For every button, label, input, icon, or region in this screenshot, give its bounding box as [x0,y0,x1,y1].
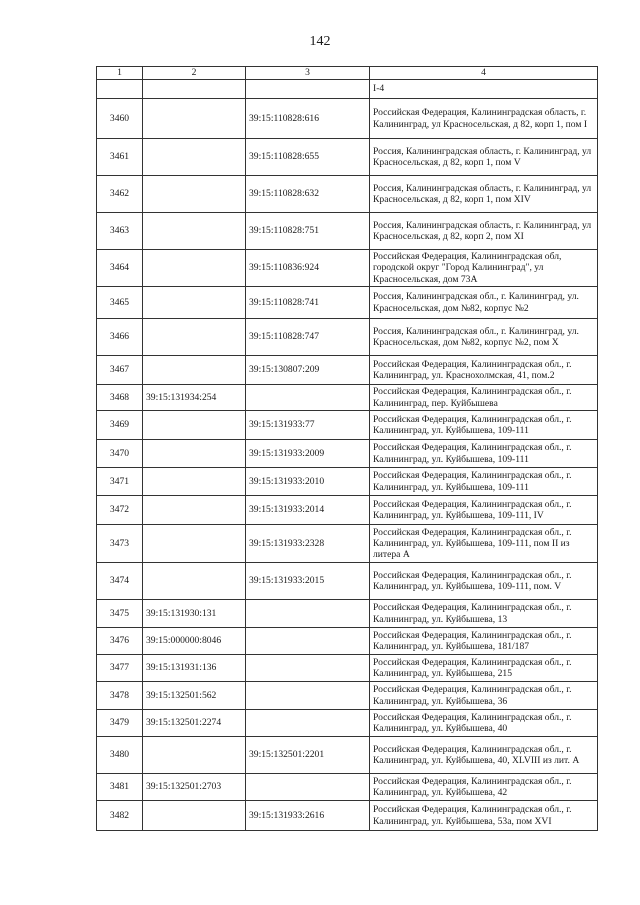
cadastral-number-col3: 39:15:110828:741 [246,287,370,319]
cadastral-number-col3: 39:15:110828:747 [246,319,370,356]
cadastral-number-col3: 39:15:131933:2010 [246,468,370,496]
address-cell: Россия, Калининградская область, г. Калининград, ул Красносельская, д 82, корп 1, пом V [370,139,598,176]
cadastral-number-col2: 39:15:131930:131 [143,600,246,628]
address-cell: Российская Федерация, Калининградская обл., г. Калининград, ул. Куйбышева, 109-111, пом. V [370,563,598,600]
table-row [97,80,598,99]
address-cell: Российская Федерация, Калининградская обл., г. Калининград, ул. Куйбышева, 13 [370,600,598,628]
address-cell: Российская Федерация, Калининградская обл., г. Калининград, ул. Куйбышева, 109-111 [370,440,598,468]
cadastral-number-col3: 39:15:132501:2201 [246,737,370,774]
table-row [97,710,598,737]
registry-body [97,67,598,831]
row-number: 3479 [97,710,143,737]
header-cell-4: 4 [370,67,598,80]
cadastral-number-col2 [143,139,246,176]
row-number [97,80,143,99]
row-number: 3471 [97,468,143,496]
cadastral-number-col2 [143,801,246,831]
cadastral-number-col2: 39:15:132501:562 [143,682,246,710]
table-row [97,600,598,628]
cadastral-number-col3 [246,600,370,628]
table-row [97,356,598,385]
cadastral-number-col3: 39:15:110828:751 [246,213,370,250]
table-row [97,139,598,176]
row-number: 3481 [97,774,143,801]
table-row [97,176,598,213]
page-number: 142 [309,34,331,49]
cadastral-number-col2 [143,468,246,496]
cadastral-number-col2 [143,356,246,385]
row-number: 3466 [97,319,143,356]
cadastral-number-col2 [143,287,246,319]
address-cell: Российская Федерация, Калининградская обл, городской округ "Город Калининград", ул Красносельская, дом 73А [370,250,598,287]
cadastral-number-col2: 39:15:131931:136 [143,655,246,682]
cadastral-number-col3 [246,628,370,655]
address-cell: Российская Федерация, Калининградская обл., г. Калининград, ул. Куйбышева, 109-111 [370,411,598,440]
table-row [97,411,598,440]
cadastral-number-col3: 39:15:131933:2014 [246,496,370,525]
cadastral-number-col3: 39:15:130807:209 [246,356,370,385]
row-number: 3468 [97,385,143,411]
cadastral-number-col2: 39:15:131934:254 [143,385,246,411]
cadastral-number-col3 [246,385,370,411]
row-number: 3482 [97,801,143,831]
table-row [97,774,598,801]
row-number: 3470 [97,440,143,468]
cadastral-number-col2 [143,411,246,440]
table-row [97,468,598,496]
header-cell-2: 2 [143,67,246,80]
row-number: 3476 [97,628,143,655]
table-row [97,563,598,600]
address-cell: Россия, Калининградская обл., г. Калининград, ул. Красносельская, дом №82, корпус №2, пом X [370,319,598,356]
table-row [97,737,598,774]
cadastral-number-col3: 39:15:110828:616 [246,99,370,139]
cadastral-number-col2 [143,99,246,139]
cadastral-number-col3: 39:15:131933:2328 [246,525,370,563]
address-cell: Российская Федерация, Калининградская обл., г. Калининград, ул. Краснохолмская, 41, пом.2 [370,356,598,385]
cadastral-number-col3 [246,774,370,801]
cadastral-number-col2 [143,525,246,563]
table-row [97,287,598,319]
cadastral-number-col3 [246,682,370,710]
cadastral-number-col2: 39:15:132501:2274 [143,710,246,737]
header-cell-1: 1 [97,67,143,80]
registry-table [96,66,598,831]
row-number: 3477 [97,655,143,682]
cadastral-number-col3 [246,710,370,737]
row-number: 3461 [97,139,143,176]
cadastral-number-col3: 39:15:131933:2015 [246,563,370,600]
cadastral-number-col3 [246,80,370,99]
cadastral-number-col3: 39:15:131933:2009 [246,440,370,468]
cadastral-number-col2 [143,737,246,774]
table-row [97,655,598,682]
row-number: 3473 [97,525,143,563]
row-number: 3478 [97,682,143,710]
table-row [97,496,598,525]
table-row [97,99,598,139]
address-cell: I-4 [370,80,598,99]
cadastral-number-col2 [143,250,246,287]
address-cell: Российская Федерация, Калининградская область, г. Калининград, ул Красносельская, д 82, корп 1, пом I [370,99,598,139]
address-cell: Российская Федерация, Калининградская обл., г. Калининград, ул. Куйбышева, 36 [370,682,598,710]
address-cell: Российская Федерация, Калининградская обл., г. Калининград, ул. Куйбышева, 42 [370,774,598,801]
table-row [97,525,598,563]
cadastral-number-col2 [143,319,246,356]
table-row [97,213,598,250]
cadastral-number-col2 [143,440,246,468]
cadastral-number-col2 [143,176,246,213]
address-cell: Российская Федерация, Калининградская обл., г. Калининград, ул. Куйбышева, 53а, пом XVI [370,801,598,831]
header-cell-3: 3 [246,67,370,80]
cadastral-number-col3: 39:15:110828:632 [246,176,370,213]
cadastral-number-col2: 39:15:000000:8046 [143,628,246,655]
row-number: 3465 [97,287,143,319]
address-cell: Российская Федерация, Калининградская обл., г. Калининград, ул. Куйбышева, 40, XLVIII из лит. А [370,737,598,774]
table-row [97,801,598,831]
row-number: 3472 [97,496,143,525]
table-row [97,385,598,411]
cadastral-number-col3: 39:15:110828:655 [246,139,370,176]
address-cell: Российская Федерация, Калининградская обл., г. Калининград, ул. Куйбышева, 109-111, пом II из литера А [370,525,598,563]
cadastral-number-col3: 39:15:131933:2616 [246,801,370,831]
address-cell: Россия, Калининградская обл., г. Калининград, ул. Красносельская, дом №82, корпус №2 [370,287,598,319]
cadastral-number-col2: 39:15:132501:2703 [143,774,246,801]
table-row [97,628,598,655]
address-cell: Российская Федерация, Калининградская обл., г. Калининград, пер. Куйбышева [370,385,598,411]
cadastral-number-col3 [246,655,370,682]
cadastral-number-col2 [143,496,246,525]
address-cell: Россия, Калининградская область, г. Калининград, ул Красносельская, д 82, корп 1, пом XIV [370,176,598,213]
table-header-row [97,67,598,80]
address-cell: Российская Федерация, Калининградская обл., г. Калининград, ул. Куйбышева, 109-111, IV [370,496,598,525]
cadastral-number-col3: 39:15:110836:924 [246,250,370,287]
row-number: 3469 [97,411,143,440]
address-cell: Российская Федерация, Калининградская обл., г. Калининград, ул. Куйбышева, 40 [370,710,598,737]
row-number: 3462 [97,176,143,213]
cadastral-number-col2 [143,563,246,600]
row-number: 3460 [97,99,143,139]
cadastral-number-col2 [143,80,246,99]
table-row [97,440,598,468]
row-number: 3474 [97,563,143,600]
row-number: 3467 [97,356,143,385]
address-cell: Российская Федерация, Калининградская обл., г. Калининград, ул. Куйбышева, 181/187 [370,628,598,655]
address-cell: Россия, Калининградская область, г. Калининград, ул Красносельская, д 82, корп 2, пом XI [370,213,598,250]
row-number: 3475 [97,600,143,628]
row-number: 3464 [97,250,143,287]
row-number: 3480 [97,737,143,774]
row-number: 3463 [97,213,143,250]
table-row [97,250,598,287]
cadastral-number-col2 [143,213,246,250]
table-row [97,319,598,356]
address-cell: Российская Федерация, Калининградская обл., г. Калининград, ул. Куйбышева, 215 [370,655,598,682]
cadastral-number-col3: 39:15:131933:77 [246,411,370,440]
table-row [97,682,598,710]
address-cell: Российская Федерация, Калининградская обл., г. Калининград, ул. Куйбышева, 109-111 [370,468,598,496]
